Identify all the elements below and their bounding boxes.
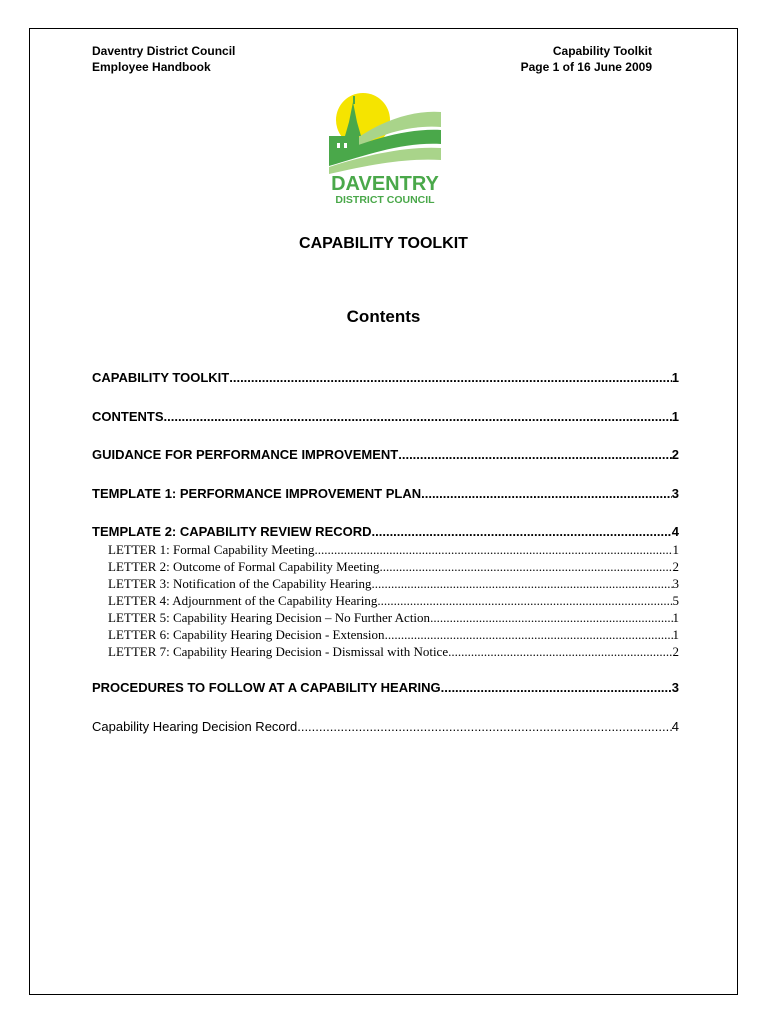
- toc-entry-label: GUIDANCE FOR PERFORMANCE IMPROVEMENT: [92, 447, 399, 462]
- toc-entry-label: CONTENTS: [92, 409, 164, 424]
- toc-leader: [377, 593, 672, 609]
- toc-entry-page: 1: [672, 610, 679, 625]
- toc-entry-page: 1: [672, 627, 679, 642]
- toc-subentry[interactable]: [92, 542, 679, 558]
- toc-subentry[interactable]: [92, 576, 679, 592]
- toc-leader: [430, 610, 672, 626]
- toc-subentry[interactable]: [92, 593, 679, 609]
- toc-leader: [372, 576, 673, 592]
- toc-entry[interactable]: [92, 680, 679, 695]
- toc-entry-label: LETTER 6: Capability Hearing Decision - Extension: [108, 627, 385, 642]
- toc-leader: [164, 409, 672, 424]
- toc-entry[interactable]: [92, 486, 679, 501]
- document-title: CAPABILITY TOOLKIT: [299, 235, 468, 252]
- toc-entry-page: 5: [672, 593, 679, 608]
- toc-leader: [421, 486, 672, 501]
- contents-heading: Contents: [346, 307, 421, 326]
- toc-entry-label: LETTER 2: Outcome of Formal Capability Meeting: [108, 559, 380, 574]
- toc-subentry[interactable]: [92, 559, 679, 575]
- toc-entry-label: LETTER 4: Adjournment of the Capability Hearing: [108, 593, 378, 608]
- header-left: [92, 43, 235, 75]
- toc-leader: [441, 680, 672, 695]
- toc-entry-label: LETTER 5: Capability Hearing Decision – No Further Action: [108, 610, 431, 625]
- logo-word-district: DISTRICT COUNCIL: [335, 194, 435, 206]
- header-handbook: Employee Handbook: [92, 60, 211, 74]
- toc-leader: [380, 559, 673, 575]
- toc-entry-label: LETTER 7: Capability Hearing Decision - Dismissal with Notice: [108, 644, 449, 659]
- toc-entry-page: 4: [671, 524, 679, 539]
- toc-entry-label: TEMPLATE 2: CAPABILITY REVIEW RECORD: [92, 524, 372, 539]
- toc-entry-page: 4: [671, 719, 679, 734]
- toc-entry-page: 1: [671, 370, 679, 385]
- toc-leader: [297, 719, 672, 734]
- toc-entry-label: LETTER 1: Formal Capability Meeting: [108, 542, 315, 557]
- toc-entry[interactable]: [92, 370, 679, 385]
- toc-leader: [385, 627, 673, 643]
- toc-entry-page: 2: [672, 559, 679, 574]
- toc-entry-label: PROCEDURES TO FOLLOW AT A CAPABILITY HEARING: [92, 680, 441, 695]
- header-organisation: Daventry District Council: [92, 44, 236, 58]
- toc-entry-label: CAPABILITY TOOLKIT: [92, 370, 230, 385]
- daventry-logo: [329, 92, 442, 207]
- toc-entry-page: 3: [672, 576, 679, 591]
- toc-leader: [372, 524, 672, 539]
- toc-entry[interactable]: [92, 409, 679, 424]
- toc-entry-page: 2: [671, 447, 679, 462]
- toc-entry[interactable]: [92, 524, 679, 539]
- toc-entry-label: Capability Hearing Decision Record: [92, 719, 298, 734]
- document-page: [29, 28, 738, 995]
- toc-entry-page: 2: [672, 644, 679, 659]
- toc-subentry[interactable]: [92, 644, 679, 660]
- logo-word-daventry: DAVENTRY: [331, 173, 439, 195]
- toc-entry[interactable]: [92, 719, 679, 734]
- toc-entry-label: TEMPLATE 1: PERFORMANCE IMPROVEMENT PLAN: [92, 486, 422, 501]
- header-page-info: Page 1 of 16 June 2009: [520, 60, 652, 74]
- toc-entry-page: 3: [671, 680, 679, 695]
- toc-subentry[interactable]: [92, 627, 679, 643]
- toc-subentry[interactable]: [92, 610, 679, 626]
- toc-leader: [398, 447, 672, 462]
- toc-leader: [448, 644, 672, 660]
- toc-entry[interactable]: [92, 447, 679, 462]
- header-document-title: Capability Toolkit: [552, 44, 652, 58]
- header-right: [521, 43, 652, 75]
- toc-leader: [315, 542, 673, 558]
- toc-leader: [229, 370, 672, 385]
- toc-entry-label: LETTER 3: Notification of the Capability Hearing: [108, 576, 372, 591]
- toc-entry-page: 3: [671, 486, 679, 501]
- toc-entry-page: 1: [671, 409, 679, 424]
- toc-entry-page: 1: [672, 542, 679, 557]
